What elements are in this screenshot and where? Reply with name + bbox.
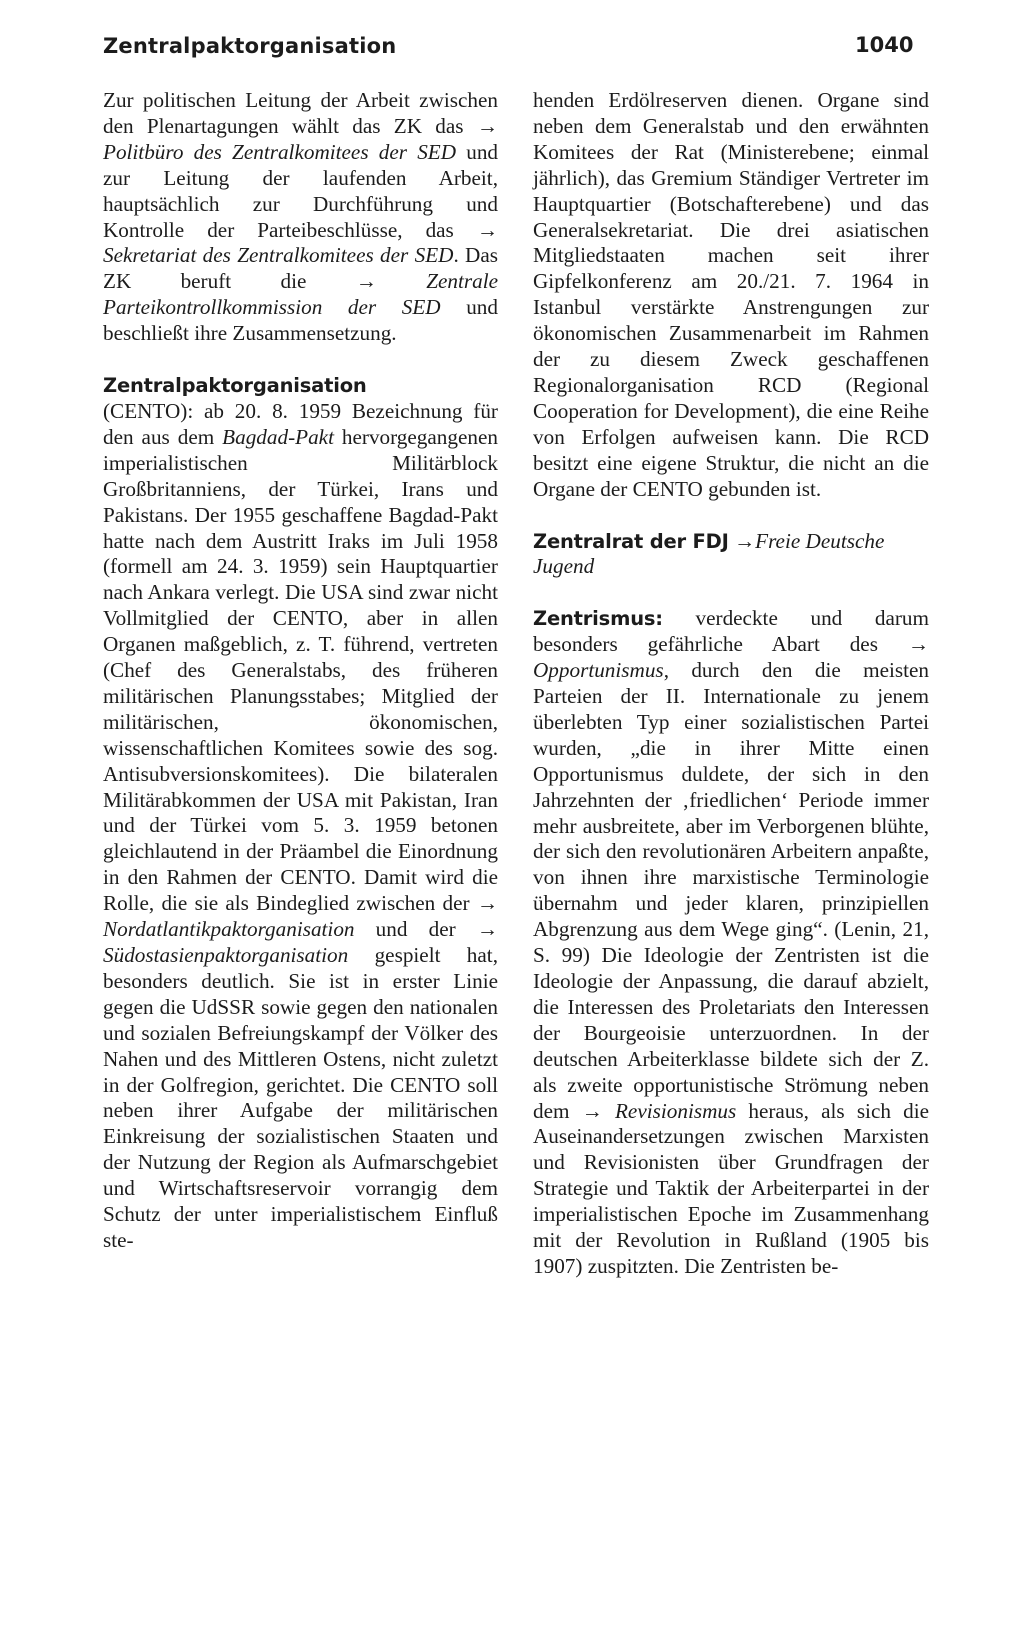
cross-reference-arrow: →: [476, 891, 498, 916]
page-number: 1040: [855, 33, 914, 57]
cross-reference-kontrollkommission: Zentrale Parteikontrollkommission der SED: [103, 269, 498, 320]
cross-reference-sekretariat: Sekretariat des Zentralkomitees der SED: [103, 243, 454, 268]
cross-reference-nato: Nordatlantikpaktorganisation: [103, 917, 355, 942]
entry-zentralpaktorganisation: [103, 373, 498, 1254]
body-text: heraus, als sich die Auseinandersetzungen zwischen Marxisten und Revisionisten über Grundfragen der Strategie und Taktik der Arbeiterpartei in der imperialistischen Epoche im Zusammenhang mit der Revolution in Rußland (1905 bis 1907) zuspitzten. Die Zentristen be-: [533, 1098, 929, 1278]
left-column: [103, 88, 498, 1254]
cross-reference-opportunismus: Opportunismus: [533, 658, 664, 683]
body-text: und beschließt ihre Zusammensetzung.: [103, 295, 498, 346]
cross-reference-arrow: →: [476, 113, 498, 138]
body-text: . Das ZK beruft die: [103, 243, 498, 294]
body-text: hervorgegangenen imperialistischen Militärblock Großbritanniens, der Türkei, Irans und Pakistans. Der 1955 geschaffene Bagdad-Pakt hatte nach dem Austritt Iraks im Juli 1958 (formell am 24. 3. 1959) sein Hauptquartier nach Ankara verlegt. Die USA sind zwar nicht Vollmitglied der CENTO, aber in allen Organen maßgeblich, z. T. führend, vertreten (Chef des Generalstabs, des früheren militärischen Planungsstabes; Mitglied der militärischen, ökonomischen, wissenschaftlichen Komitees sowie des sog. Antisubversionskomitees). Die bilateralen Militärabkommen der USA mit Pakistan, Iran und der Türkei vom 5. 3. 1959 betonen gleichlautend in der Präambel die Einordnung in den Rahmen der CENTO. Damit wird die Rolle, die sie als Bindeglied zwischen der: [103, 424, 498, 916]
spacer: [533, 503, 929, 529]
cross-reference-arrow: →: [581, 1098, 603, 1123]
paragraph-cento-organs: henden Erdölreserven dienen. Organe sind neben dem Generalstab und den erwähnten Komitees der Rat (Ministerebene; einmal jährlich), das Gremium Ständiger Vertreter im Hauptquartier (Botschafterebene) und das Generalsekretariat. Die drei asiatischen Mitgliedstaaten machen seit ihrer Gipfelkonferenz am 20./21. 7. 1964 in Istanbul verstärkte Anstrengungen zur ökonomischen Zusammenarbeit im Rahmen der zu diesem Zweck geschaffenen Regionalorganisation RCD (Regional Cooperation for Development), die eine Reihe von Erfolgen aufweisen kann. Die RCD besitzt eine eigene Struktur, die nicht an die Organe der CENTO gebunden ist.: [533, 88, 929, 501]
term-bagdad-pakt: Bagdad-Pakt: [222, 424, 334, 449]
entry-heading: Zentralpaktorganisation: [103, 374, 367, 398]
cross-reference-revisionismus: Revisionismus: [602, 1098, 737, 1123]
entry-heading: Zentrismus:: [533, 607, 663, 631]
cross-reference-arrow: →: [476, 917, 498, 942]
cross-reference-freie-deutsche-jugend: Freie Deutsche Jugend: [533, 528, 885, 579]
cross-reference-arrow: →: [733, 528, 756, 553]
cross-reference-arrow: →: [355, 269, 377, 294]
body-text: , durch den die meisten Parteien der II. Internationale zu jenem überlebten Typ einer sozialistischen Partei wurden, „die in ihrer Mitte einen Opportunismus duldete, der sich in den Jahrzehnten der ‚friedlichen‘ Periode immer mehr ausbreitete, aber im Verborgenen blühte, der sich den revolutionären Arbeitern anpaßte, von ihnen ihre marxistische Terminologie übernahm und jeder klaren, prinzipiellen Abgrenzung aus dem Wege ging“. (Lenin, 21, S. 99) Die Ideologie der Zentristen ist die Ideologie der Anpassung, die darauf abzielt, die Interessen des Proletariats den Interessen der Bourgeoisie unterzuordnen. In der deutschen Arbeiterklasse bildete sich der Z. als zweite opportunistische Strömung neben dem: [533, 658, 929, 1123]
cross-reference-politburo: Politbüro des Zentralkomitees der SED: [103, 139, 457, 164]
body-text: und der: [354, 917, 477, 942]
cross-reference-arrow: →: [907, 632, 929, 657]
cross-reference-arrow: →: [476, 217, 498, 242]
paragraph-zk-leadership: [103, 88, 498, 347]
entry-zentralrat-fdj: [533, 529, 929, 581]
body-text: gespielt hat, besonders deutlich. Sie ist in erster Linie gegen die UdSSR sowie gegen den nationalen und sozialen Befreiungskampf der Völker des Nahen und des Mittleren Ostens, nicht zuletzt in der Golfregion, gerichtet. Die CENTO soll neben ihrer Aufgabe der militärischen Einkreisung der sozialistischen Staaten und der Nutzung der Region als Aufmarschgebiet und Wirtschaftsreservoir vorrangig dem Schutz der unter imperialistischem Einfluß ste-: [103, 943, 498, 1252]
entry-zentrismus: [533, 606, 929, 1280]
running-head-title: Zentralpaktorganisation: [103, 34, 397, 58]
spacer: [103, 347, 498, 373]
body-text: und zur Leitung der laufenden Arbeit, hauptsächlich zur Durchführung und Kontrolle der Parteibeschlüsse, das: [103, 139, 498, 242]
spacer: [533, 580, 929, 606]
body-text: verdeckte und darum besonders gefährliche Abart des: [533, 606, 929, 657]
cross-reference-seato: Südostasienpaktorganisation: [103, 943, 349, 967]
right-column: [533, 88, 929, 1280]
body-text: Zur politischen Leitung der Arbeit zwischen den Plenartagungen wählt das ZK das: [103, 88, 498, 138]
entry-heading: Zentralrat der FDJ: [533, 529, 729, 553]
body-text: (CENTO): ab 20. 8. 1959 Bezeichnung für den aus dem: [103, 398, 498, 449]
